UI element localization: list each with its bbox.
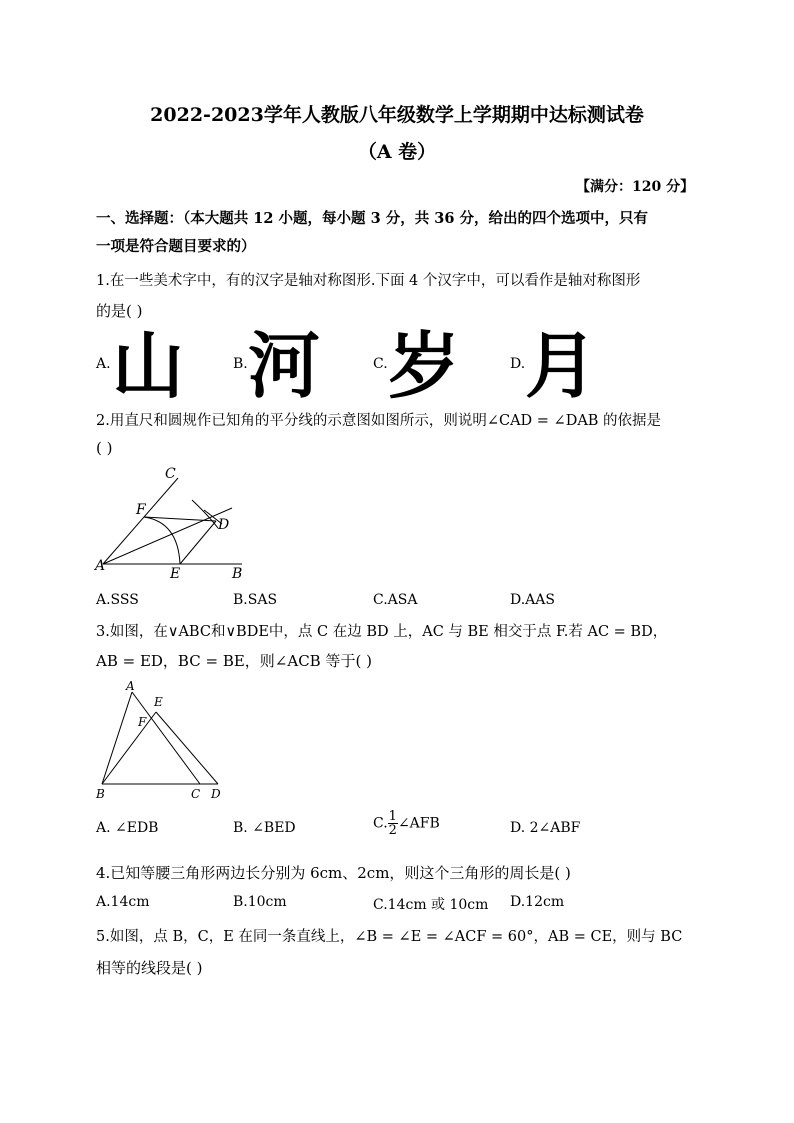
q1-option-b-char: 河	[248, 324, 321, 408]
q2-label-f: F	[136, 502, 146, 518]
q2-segment-fd	[144, 517, 216, 521]
q2-label-a: A	[95, 558, 106, 574]
q4-option-c: C.14cm 或 10cm	[373, 897, 489, 913]
q3-option-c-fraction	[388, 810, 398, 837]
q4-option-a: A.14cm	[96, 894, 150, 910]
q3-segment-ac	[132, 692, 200, 784]
q3-option-c	[373, 810, 440, 837]
q2-stem-line2: ( )	[96, 439, 113, 457]
q2-ray-ac	[103, 478, 178, 564]
q1-option-d-label: D.	[510, 356, 526, 372]
q3-label-a: A	[126, 679, 135, 693]
q4-option-b: B.10cm	[233, 894, 287, 910]
q3-stem-line2: AB = ED，BC = BE，则∠ACB 等于( )	[96, 652, 372, 670]
q3-stem-line1: 3.如图，在∨ABC和∨BDE中，点 C 在边 BD 上，AC 与 BE 相交于点 F.若 AC = BD，	[96, 624, 668, 640]
q2-label-c: C	[165, 466, 176, 482]
q1-option-c-char: 岁	[388, 324, 461, 408]
q4-stem-line1: 4.已知等腰三角形两边长分别为 6cm、2cm，则这个三角形的周长是( )	[96, 864, 571, 882]
q4-option-d: D.12cm	[510, 894, 565, 910]
q3-triangles-figure	[90, 678, 230, 803]
q1-option-a-label: A.	[96, 356, 111, 372]
q2-option-c: C.ASA	[373, 592, 418, 608]
q3-fraction-denominator: 2	[388, 823, 397, 838]
q2-arc-fe	[144, 517, 180, 564]
q2-label-e: E	[170, 566, 181, 582]
q2-option-b: B.SAS	[233, 592, 278, 608]
q2-stem-line1: 2.用直尺和圆规作已知角的平分线的示意图如图所示，则说明∠CAD = ∠DAB 的依据是	[96, 413, 662, 429]
section-heading-line2: 一项是符合题目要求的）	[96, 238, 256, 255]
q2-segment-ed	[180, 521, 216, 564]
q3-segment-be	[102, 712, 156, 784]
q1-option-a-char: 山	[112, 324, 185, 408]
section-heading-line1: 一、选择题：（本大题共 12 小题，每小题 3 分，共 36 分，给出的四个选项中，只有	[96, 210, 648, 227]
q3-segment-ed	[156, 712, 218, 784]
q3-option-d: D. 2∠ABF	[510, 820, 581, 836]
q3-label-d: D	[211, 787, 221, 801]
score-label: 【满分：120 分】	[576, 179, 695, 195]
page-subtitle: （A 卷）	[357, 141, 437, 163]
q3-label-e: E	[154, 695, 163, 709]
q3-option-c-suffix: ∠AFB	[397, 815, 440, 832]
q2-label-d: D	[218, 517, 230, 533]
q3-label-b: B	[96, 787, 105, 801]
q1-option-d-char: 月	[525, 324, 598, 408]
q5-stem-line2: 相等的线段是( )	[96, 959, 203, 977]
q2-option-d: D.AAS	[510, 592, 555, 608]
q1-option-b-label: B.	[233, 356, 248, 372]
q3-fraction-numerator: 1	[388, 809, 397, 824]
q3-option-c-prefix: C.	[373, 815, 388, 832]
page-title: 2022-2023学年人教版八年级数学上学期期中达标测试卷	[150, 104, 644, 126]
q3-label-c: C	[191, 787, 201, 801]
q3-segment-ab	[102, 692, 132, 784]
q2-angle-bisector-figure	[92, 462, 252, 582]
q3-label-f: F	[138, 715, 147, 729]
q2-option-a: A.SSS	[96, 592, 139, 608]
q3-option-b: B. ∠BED	[233, 820, 296, 836]
q1-stem-line2: 的是( )	[96, 302, 143, 320]
q1-stem-line1: 1.在一些美术字中，有的汉字是轴对称图形.下面 4 个汉字中，可以看作是轴对称图形	[96, 273, 641, 289]
q2-label-b: B	[232, 566, 243, 582]
q3-option-a: A. ∠EDB	[96, 820, 159, 836]
q1-option-c-label: C.	[373, 356, 388, 372]
q5-stem-line1: 5.如图，点 B，C，E 在同一条直线上，∠B = ∠E = ∠ACF = 60°，AB = CE，则与 BC	[96, 929, 683, 945]
